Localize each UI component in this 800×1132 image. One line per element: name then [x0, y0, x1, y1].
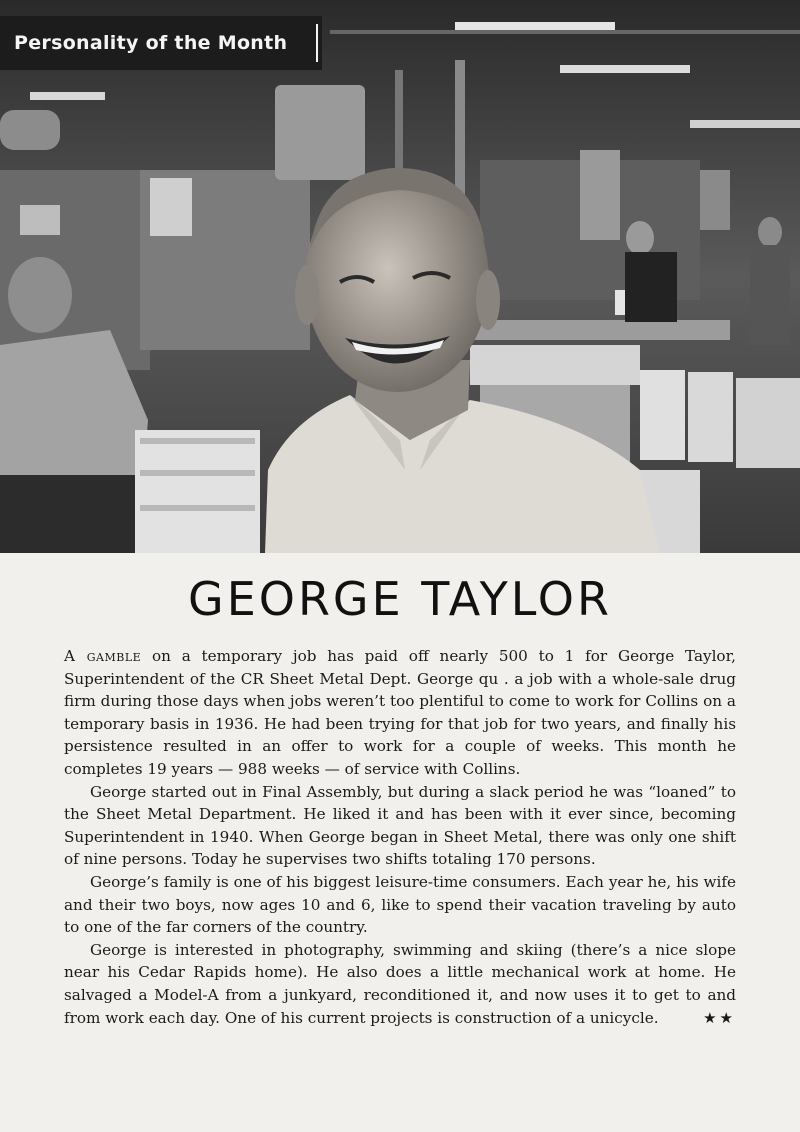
section-banner-label: Personality of the Month	[14, 32, 288, 54]
end-mark: ★★	[703, 1008, 736, 1027]
article-paragraph-4	[64, 939, 736, 1029]
paragraph-4-text: George is interested in photography, swimming and skiing (there’s a nice slope near his Cedar Rapids home). He also does a little mechanical work at home. He salvaged a Model-A from a junkyard, reconditioned it, and now uses it to get to and from work each day. One of his current projects is construction of a unicycle.	[64, 940, 736, 1027]
article-paragraph-3: George’s family is one of his biggest leisure-time consumers. Each year he, his wife and their two boys, now ages 10 and 6, like to spend their vacation traveling by auto to one of the far corners of the country.	[64, 872, 736, 937]
portrait-photo	[0, 0, 800, 553]
article-body	[64, 645, 736, 1029]
article-paragraph-2: George started out in Final Assembly, but during a slack period he was “loaned” to the Sheet Metal Department. He liked it and has been with it ever since, becoming Superintendent in 1940. When George began in Sheet Metal, there was only one shift of nine persons. Today he supervises two shifts totaling 170 persons.	[64, 782, 736, 869]
article-paragraph-1	[64, 645, 736, 781]
paragraph-1-text: on a temporary job has paid off nearly 500 to 1 for George Taylor, Superintendent of the CR Sheet Metal Dept. George qu . a job with a whole-sale drug firm during those days when jobs weren’t too plentiful to come to work for Collins on a temporary basis in 1936. He had been trying for that job for two years, and finally his persistence resulted in an offer to work for a couple of weeks. This month he completes 19 years — 988 weeks — of service with Collins.	[64, 647, 736, 778]
article-headline: GEORGE TAYLOR	[188, 572, 612, 626]
section-banner	[0, 16, 322, 70]
lead-word: A gamble	[64, 647, 142, 665]
factory-scene-image	[0, 0, 800, 553]
